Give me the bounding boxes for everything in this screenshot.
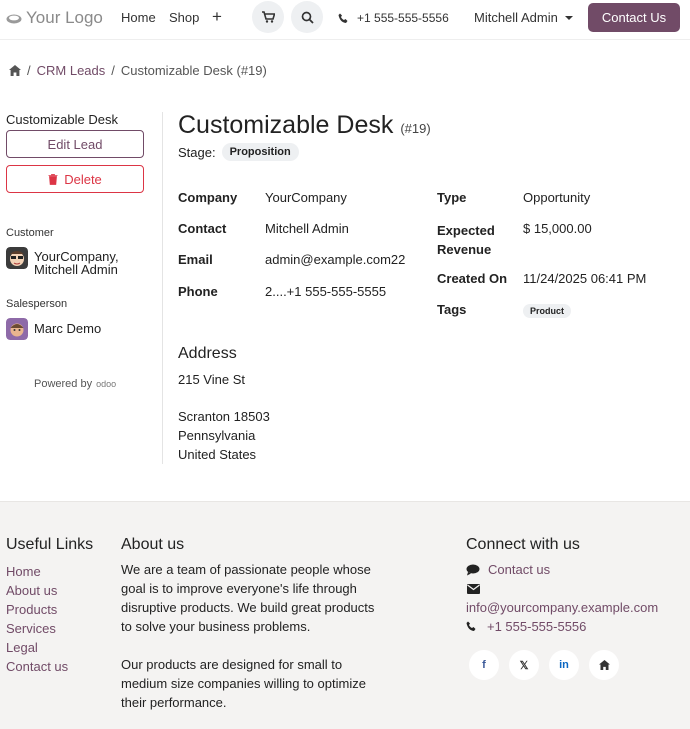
user-name: Mitchell Admin (474, 10, 558, 25)
tags-label: Tags (437, 302, 467, 317)
customer-avatar (6, 247, 28, 269)
delete-button[interactable] (6, 165, 144, 193)
footer-link-services[interactable]: Services (6, 621, 56, 636)
breadcrumb-current: Customizable Desk (#19) (120, 63, 267, 78)
contact-label: Contact (178, 221, 227, 236)
powered-by[interactable] (34, 378, 116, 390)
sidebar-divider (162, 112, 163, 464)
sidebar-title: Customizable Desk (6, 112, 118, 127)
salesperson-avatar (6, 318, 28, 340)
useful-links-list (6, 562, 68, 676)
header-phone-text: +1 555-555-5556 (357, 11, 449, 25)
stage-badge: Proposition (222, 143, 299, 161)
edit-lead-button[interactable]: Edit Lead (6, 130, 144, 158)
phone-icon (338, 13, 349, 24)
phone-value: 2....+1 555-555-5555 (265, 284, 387, 299)
search-button[interactable] (291, 1, 323, 33)
odoo-logo: odoo (96, 379, 117, 389)
revenue-label-line2: Revenue (437, 242, 492, 257)
cloud-icon (6, 12, 22, 24)
expected-revenue-label (437, 221, 495, 259)
company-value: YourCompany (265, 190, 347, 205)
logo[interactable] (6, 8, 103, 28)
search-icon (301, 11, 314, 24)
home-icon[interactable] (589, 650, 619, 680)
stage-row (178, 143, 299, 161)
lead-id: (#19) (400, 121, 431, 136)
chevron-down-icon (565, 16, 573, 20)
delete-label: Delete (64, 171, 102, 187)
footer-link-contact[interactable]: Contact us (6, 659, 69, 674)
about-line: to solve your business problems. (121, 619, 311, 634)
about-line: We are a team of passionate people whose (121, 562, 371, 577)
customer-company: YourCompany, (34, 249, 119, 264)
contact-value: Mitchell Admin (265, 221, 349, 236)
cart-icon (262, 11, 275, 23)
contact-us-button[interactable]: Contact Us (588, 3, 680, 32)
customer-contact: Mitchell Admin (34, 262, 118, 277)
about-line: Our products are designed for small to (121, 657, 343, 672)
connect-title: Connect with us (466, 536, 580, 553)
salesperson-label: Salesperson (6, 298, 68, 310)
about-title: About us (121, 536, 185, 553)
customer-label: Customer (6, 227, 54, 239)
about-line: medium size companies willing to optimize (121, 676, 366, 691)
envelope-icon (467, 584, 480, 594)
phone-icon (466, 621, 477, 632)
connect-phone-text: +1 555-555-5556 (487, 619, 587, 634)
connect-email[interactable]: info@yourcompany.example.com (466, 600, 659, 615)
type-label: Type (437, 190, 467, 205)
created-on-label: Created On (437, 271, 508, 286)
about-line: their performance. (121, 695, 227, 710)
add-icon[interactable]: + (212, 7, 222, 26)
about-line: goal is to improve everyone's life through (121, 581, 357, 596)
breadcrumb-separator: / (27, 63, 31, 78)
phone-label: Phone (178, 284, 218, 299)
breadcrumb (9, 63, 267, 78)
about-line: disruptive products. We build great products (121, 600, 375, 615)
comment-icon (466, 564, 480, 576)
connect-contact-link: Contact us (488, 562, 551, 577)
breadcrumb-separator: / (111, 63, 115, 78)
footer-link-legal[interactable]: Legal (6, 640, 38, 655)
user-menu[interactable] (474, 10, 573, 25)
trash-icon (48, 174, 58, 185)
logo-text: Your Logo (26, 8, 103, 27)
address-city-zip: Scranton 18503 (178, 409, 270, 424)
salesperson-name[interactable]: Marc Demo (34, 321, 102, 336)
footer-link-home[interactable]: Home (6, 564, 41, 579)
customer-name[interactable] (34, 250, 119, 276)
powered-by-label: Powered by (34, 378, 93, 390)
breadcrumb-crm-leads[interactable]: CRM Leads (36, 63, 106, 78)
nav-home[interactable]: Home (121, 10, 156, 25)
about-paragraph-1 (121, 560, 374, 636)
address-country: United States (178, 447, 257, 462)
home-glyph (599, 660, 610, 670)
connect-phone[interactable] (466, 619, 586, 634)
about-paragraph-2 (121, 655, 366, 712)
home-icon[interactable] (9, 65, 21, 76)
expected-revenue-value: $ 15,000.00 (523, 221, 592, 236)
address-title: Address (178, 345, 237, 362)
lead-title (178, 111, 431, 140)
email-value: admin@example.com22 (265, 252, 406, 267)
tag-badge: Product (523, 304, 571, 318)
stage-label: Stage: (178, 144, 216, 160)
connect-contact[interactable] (466, 562, 550, 577)
facebook-icon[interactable]: f (469, 650, 499, 680)
revenue-label-line1: Expected (437, 223, 495, 238)
created-on-value: 11/24/2025 06:41 PM (523, 271, 647, 286)
header-phone[interactable] (338, 11, 449, 25)
email-label: Email (178, 252, 213, 267)
type-value: Opportunity (523, 190, 591, 205)
footer-link-products[interactable]: Products (6, 602, 58, 617)
x-twitter-icon[interactable]: 𝕏 (509, 650, 539, 680)
useful-links-title: Useful Links (6, 536, 94, 553)
address-state: Pennsylvania (178, 428, 256, 443)
lead-name: Customizable Desk (178, 111, 394, 139)
linkedin-icon[interactable]: in (549, 650, 579, 680)
cart-button[interactable] (252, 1, 284, 33)
address-street: 215 Vine St (178, 372, 245, 387)
company-label: Company (178, 190, 238, 205)
nav-shop[interactable]: Shop (169, 10, 200, 25)
footer-link-about[interactable]: About us (6, 583, 58, 598)
